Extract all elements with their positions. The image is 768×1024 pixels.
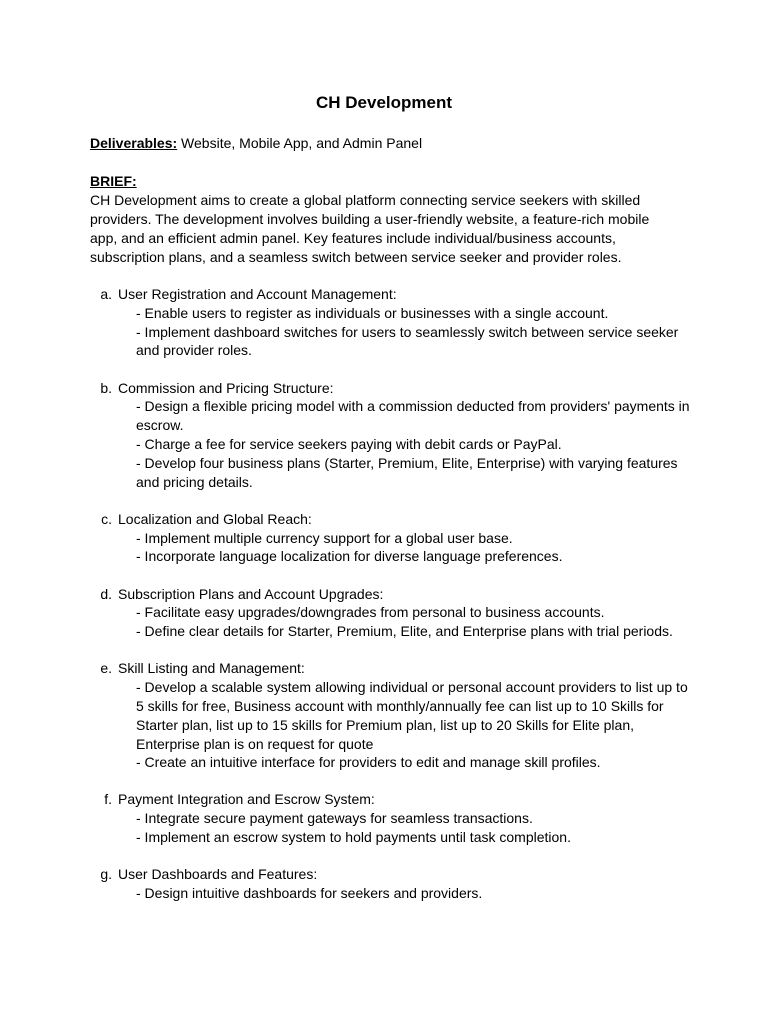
list-item-bullet: - Implement dashboard switches for users to seamlessly switch between service seeker and provider roles. bbox=[136, 323, 679, 359]
list-item-bullet: - Develop four business plans (Starter, Premium, Elite, Enterprise) with varying features and pricing details. bbox=[136, 454, 678, 490]
list-item-bullet: - Define clear details for Starter, Premium, Elite, and Enterprise plans with trial periods. bbox=[136, 623, 673, 640]
brief-section bbox=[90, 172, 680, 267]
feature-list bbox=[90, 285, 690, 921]
list-item-marker: d. bbox=[100, 585, 112, 602]
deliverables-line bbox=[90, 134, 422, 153]
list-item-title: Payment Integration and Escrow System: bbox=[118, 791, 375, 808]
list-item bbox=[90, 510, 690, 566]
list-item-title: Skill Listing and Management: bbox=[118, 660, 305, 677]
list-item-bullet: - Design a flexible pricing model with a commission deducted from providers' payments in escrow. bbox=[136, 398, 690, 434]
list-item-marker: b. bbox=[100, 379, 112, 396]
brief-heading: BRIEF: bbox=[90, 173, 137, 189]
list-item-bullet: - Integrate secure payment gateways for seamless transactions. bbox=[136, 810, 533, 827]
list-item-title: User Registration and Account Management: bbox=[118, 286, 397, 302]
list-item-bullet: - Design intuitive dashboards for seekers and providers. bbox=[136, 885, 483, 902]
deliverables-text: Website, Mobile App, and Admin Panel bbox=[177, 135, 423, 151]
list-item-title: User Dashboards and Features: bbox=[118, 866, 318, 883]
list-item-bullet: - Create an intuitive interface for providers to edit and manage skill profiles. bbox=[136, 754, 601, 771]
list-item-marker: f. bbox=[104, 791, 112, 808]
list-item-bullet: - Enable users to register as individuals or businesses with a single account. bbox=[136, 304, 609, 321]
list-item-title: Localization and Global Reach: bbox=[118, 510, 312, 527]
list-item-bullet: - Implement an escrow system to hold payments until task completion. bbox=[136, 829, 571, 846]
list-item-title: Commission and Pricing Structure: bbox=[118, 379, 334, 396]
list-item-marker: e. bbox=[100, 660, 112, 677]
list-item-bullet: - Charge a fee for service seekers paying with debit cards or PayPal. bbox=[136, 435, 562, 452]
list-item-bullet: - Facilitate easy upgrades/downgrades from personal to business accounts. bbox=[136, 604, 605, 621]
list-item bbox=[90, 379, 690, 492]
brief-text: CH Development aims to create a global platform connecting service seekers with skilled providers. The development involves building a user-friendly website, a feature-rich mobile app, and an efficient admin panel. Key features include individual/business accounts, subscription plans, and a seamless switch between service seeker and provider roles. bbox=[90, 192, 650, 265]
list-item bbox=[90, 790, 690, 846]
list-item bbox=[90, 659, 690, 772]
list-item-title: Subscription Plans and Account Upgrades: bbox=[118, 585, 384, 602]
list-item bbox=[90, 285, 690, 360]
list-item-marker: g. bbox=[100, 866, 112, 883]
list-item-bullet: - Develop a scalable system allowing individual or personal account providers to list up to 5 skills for free, Business account with monthly/annually fee can list up to 10 Skills for Starter plan, list up to 15 skills for Premium plan, list up to 20 Skills for Elite plan, Enterprise plan is on request for quote bbox=[136, 679, 688, 752]
list-item-marker: a. bbox=[100, 286, 112, 302]
list-item-bullet: - Implement multiple currency support for a global user base. bbox=[136, 529, 513, 546]
list-item-bullet: - Incorporate language localization for diverse language preferences. bbox=[136, 548, 563, 565]
document-title: CH Development bbox=[315, 93, 453, 112]
list-item-marker: c. bbox=[101, 510, 112, 527]
deliverables-label: Deliverables: bbox=[90, 135, 178, 151]
list-item bbox=[90, 585, 690, 641]
list-item bbox=[90, 865, 690, 903]
